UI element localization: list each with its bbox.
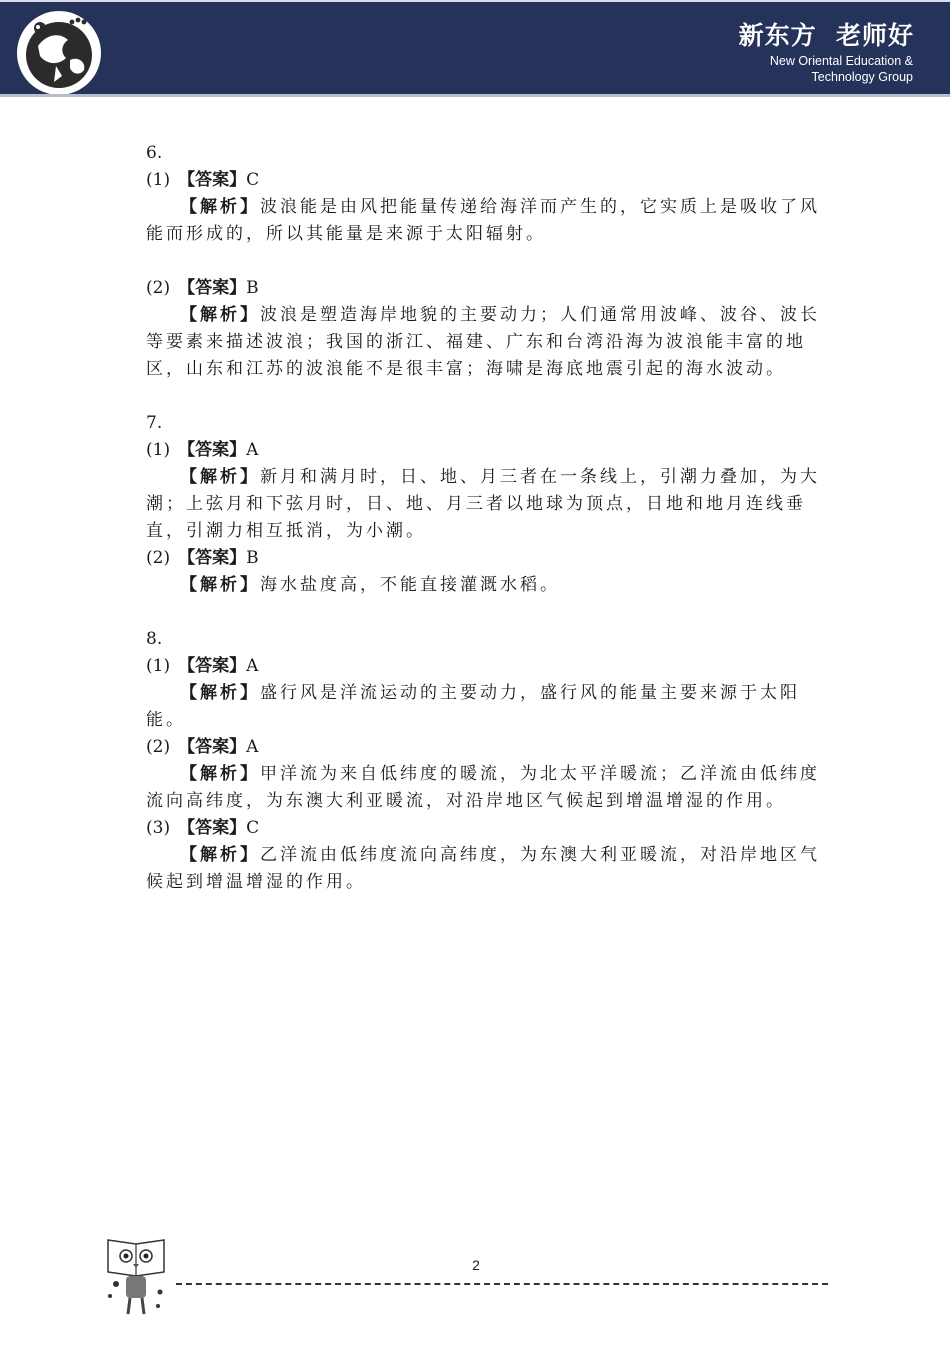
answer-line: (2) 【答案】B <box>146 548 259 568</box>
answer-value: B <box>246 548 259 568</box>
answer-line: (3) 【答案】C <box>146 818 260 838</box>
brand-name-en: New Oriental Education & Technology Group <box>769 54 913 84</box>
analysis-text: 能而形成的，所以其能量是来源于太阳辐射。 <box>146 224 546 244</box>
analysis-label: 【解析】 <box>180 467 260 487</box>
analysis-label: 【解析】 <box>180 764 260 784</box>
owl-mascot-icon <box>102 1234 172 1320</box>
answer-label: 【答案】 <box>178 818 247 838</box>
answer-line: (2) 【答案】B <box>146 278 259 298</box>
analysis-line: 【解析】盛行风是洋流运动的主要动力，盛行风的能量主要来源于太阳 <box>180 683 800 703</box>
analysis-text: 候起到增温增湿的作用。 <box>146 872 366 892</box>
answer-value: A <box>246 656 259 676</box>
answer-value: C <box>246 170 260 190</box>
analysis-line: 【解析】甲洋流为来自低纬度的暖流，为北太平洋暖流；乙洋流由低纬度 <box>180 764 820 784</box>
header-bottom-shade <box>0 94 950 97</box>
answer-line: (1) 【答案】A <box>146 656 259 676</box>
analysis-line: 【解析】新月和满月时，日、地、月三者在一条线上，引潮力叠加，为大 <box>180 467 820 487</box>
analysis-line: 【解析】波浪是塑造海岸地貌的主要动力；人们通常用波峰、波谷、波长 <box>180 305 820 325</box>
answer-value: A <box>246 440 259 460</box>
analysis-label: 【解析】 <box>180 575 260 595</box>
analysis-text: 直，引潮力相互抵消，为小潮。 <box>146 521 426 541</box>
question-number: 7. <box>146 413 163 433</box>
analysis-line: 【解析】乙洋流由低纬度流向高纬度，为东澳大利亚暖流，对沿岸地区气 <box>180 845 820 865</box>
analysis-label: 【解析】 <box>180 197 260 217</box>
answer-line: (1) 【答案】A <box>146 440 259 460</box>
answer-line: (1) 【答案】C <box>146 170 260 190</box>
answer-label: 【答案】 <box>178 278 247 298</box>
answer-line: (2) 【答案】A <box>146 737 259 757</box>
question-number: 8. <box>146 629 163 649</box>
analysis-text: 潮；上弦月和下弦月时，日、地、月三者以地球为顶点，日地和地月连线垂 <box>146 494 806 514</box>
analysis-text: 流向高纬度，为东澳大利亚暖流，对沿岸地区气候起到增温增湿的作用。 <box>146 791 786 811</box>
answer-label: 【答案】 <box>178 656 247 676</box>
analysis-line: 【解析】海水盐度高，不能直接灌溉水稻。 <box>180 575 560 595</box>
analysis-text: 等要素来描述波浪；我国的浙江、福建、广东和台湾沿海为波浪能丰富的地 <box>146 332 806 352</box>
answer-value: A <box>246 737 259 757</box>
analysis-label: 【解析】 <box>180 845 260 865</box>
answer-value: C <box>246 818 260 838</box>
question-number: 6. <box>146 143 163 163</box>
page-header <box>0 0 950 97</box>
footer-divider <box>176 1283 828 1285</box>
analysis-label: 【解析】 <box>180 305 260 325</box>
analysis-line: 【解析】波浪能是由风把能量传递给海洋而产生的，它实质上是吸收了风 <box>180 197 820 217</box>
answer-content <box>146 140 820 896</box>
answer-value: B <box>246 278 259 298</box>
analysis-label: 【解析】 <box>180 683 260 703</box>
analysis-text: 能。 <box>146 710 186 730</box>
answer-label: 【答案】 <box>178 440 247 460</box>
brand-name-cn: 新东方 老师好 <box>738 21 914 50</box>
answer-label: 【答案】 <box>178 548 247 568</box>
page-number: 2 <box>472 1257 480 1273</box>
analysis-text: 区，山东和江苏的波浪能不是很丰富；海啸是海底地震引起的海水波动。 <box>146 359 786 379</box>
answer-label: 【答案】 <box>178 170 247 190</box>
answer-label: 【答案】 <box>178 737 247 757</box>
new-oriental-logo-icon <box>16 10 102 96</box>
